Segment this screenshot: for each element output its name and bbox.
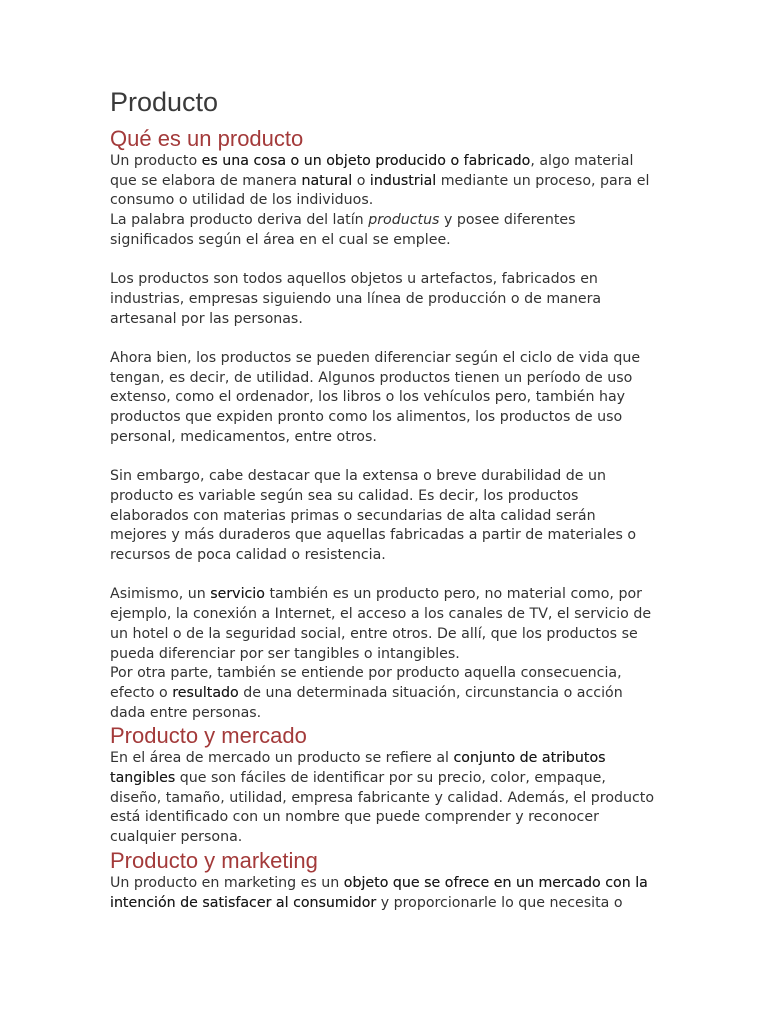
paragraph-resultado: [110, 664, 655, 723]
paragraph-marketing: [110, 874, 655, 913]
text: Por otra parte, también se entiende por producto aquella consecuencia, efecto o: [110, 665, 622, 701]
section-heading-marketing: Producto y marketing: [110, 847, 318, 873]
text: Un producto en marketing es un: [110, 874, 344, 891]
bold-text: resultado: [172, 684, 239, 701]
text: de una determinada situación, circunstancia o acción dada entre personas.: [110, 684, 623, 721]
text: y proporcionarle lo que necesita o: [376, 894, 623, 911]
text: o: [352, 172, 370, 189]
bold-text: conjunto de atributos tangibles: [110, 750, 606, 787]
section-heading-mercado: Producto y mercado: [110, 723, 307, 749]
paragraph-ciclo-vida: Ahora bien, los productos se pueden diferenciar según el ciclo de vida que tengan, es decir, de utilidad. Algunos productos tienen un período de uso extenso, como el ordenador, los libros o los vehículos pero, también hay productos que expiden pronto como los alimentos, los productos de uso personal, medicamentos, entre otros.: [110, 350, 641, 445]
text: que son fáciles de identificar por su precio, color, empaque, diseño, tamaño, utilidad, empresa fabricante y calidad. Además, el producto está identificado con un nombre que puede comprender y reconocer cualquier persona.: [110, 770, 655, 846]
bold-text: es una cosa o un objeto producido o fabricado: [201, 153, 531, 169]
page-title: Producto: [110, 87, 219, 117]
text: , algo material que se elabora de manera: [110, 153, 634, 189]
text: La palabra producto deriva del latín: [110, 212, 369, 229]
paragraph-definition: [110, 152, 655, 211]
section-heading-que-es: Qué es un producto: [110, 126, 304, 151]
paragraph-servicio: [110, 585, 655, 664]
paragraph-mercado: [110, 749, 655, 848]
bold-text: natural: [301, 172, 353, 189]
paragraph-etymology: [110, 211, 655, 250]
paragraph-calidad: Sin embargo, cabe destacar que la extensa o breve durabilidad de un producto es variable según sea su calidad. Es decir, los productos elaborados con materias primas o secundarias de alta calidad serán mejores y más duraderos que aquellas fabricadas a partir de materiales o recursos de poca calidad o resistencia.: [110, 468, 637, 564]
document-page: [110, 84, 655, 913]
text: mediante un proceso, para el consumo o utilidad de los individuos.: [110, 172, 650, 209]
paragraph-artefactos: Los productos son todos aquellos objetos u artefactos, fabricados en industrias, empresas siguiendo una línea de producción o de manera artesanal por las personas.: [110, 271, 602, 327]
text: Un producto: [110, 153, 202, 169]
text: Asimismo, un: [110, 586, 211, 603]
text: también es un producto pero, no material como, por ejemplo, la conexión a Internet, el acceso a los canales de TV, el servicio de un hotel o de la seguridad social, entre otros. De allí, que los productos se pueda diferenciar por ser tangibles o intangibles.: [110, 586, 652, 662]
italic-text: productus: [368, 212, 440, 229]
text: y posee diferentes significados según el área en el cual se emplee.: [110, 212, 576, 248]
bold-text: industrial: [369, 172, 437, 189]
text: En el área de mercado un producto se refiere al: [110, 750, 454, 767]
bold-text: servicio: [210, 586, 265, 603]
bold-text: objeto que se ofrece en un mercado con la intención de satisfacer al consumidor: [110, 874, 648, 911]
